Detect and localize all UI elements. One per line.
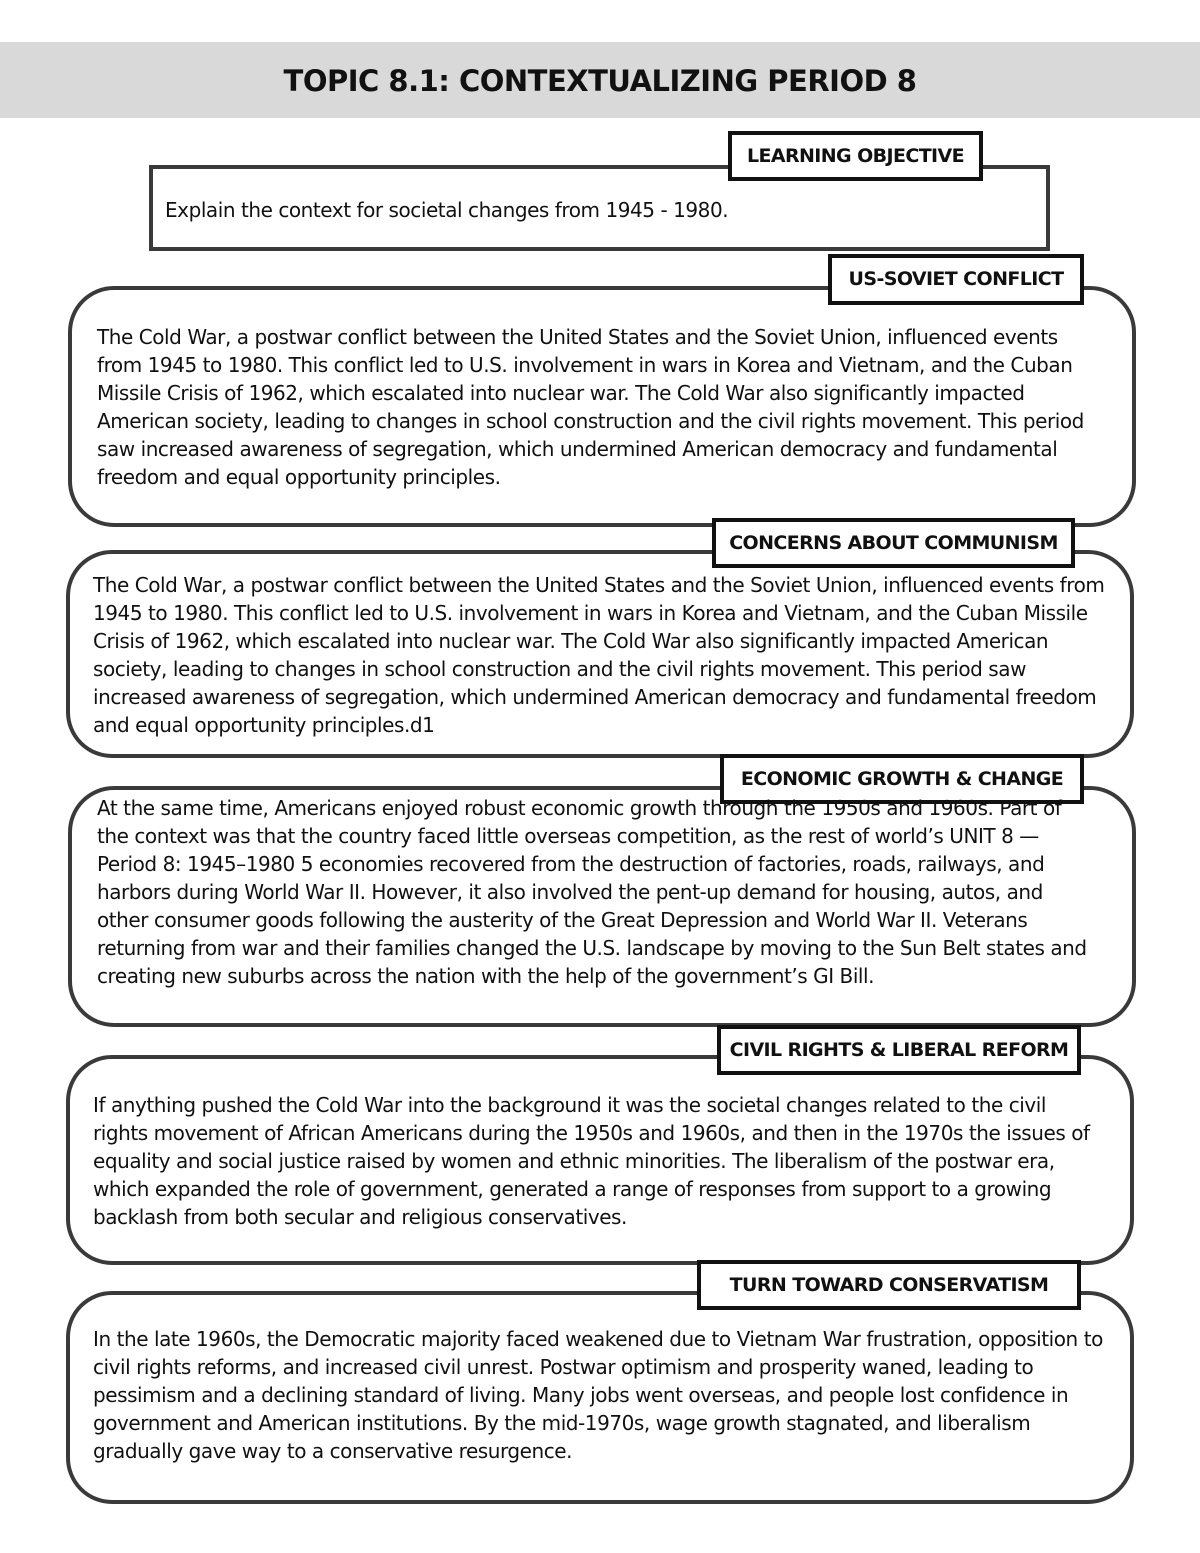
section-us-soviet-label: US-SOVIET CONFLICT	[828, 254, 1084, 305]
section-communism-label: CONCERNS ABOUT COMMUNISM	[712, 518, 1075, 568]
section-economic-text: At the same time, Americans enjoyed robust economic growth through the 1950s and 1960s. Part of the context was that the country faced little overseas competition, as the rest of world’s UNIT 8 — Period 8: 1945–1980 5 economies recovered from the destruction of factories, roads, railways, and harbors during World War II. However, it also involved the pent-up demand for housing, autos, and other consumer goods following the austerity of the Great Depression and World War II. Veterans returning from war and their families changed the U.S. landscape by moving to the Sun Belt states and creating new suburbs across the nation with the help of the government’s GI Bill.	[97, 796, 1087, 988]
section-civil-rights-label: CIVIL RIGHTS & LIBERAL REFORM	[717, 1025, 1081, 1075]
learning-objective-label: LEARNING OBJECTIVE	[728, 131, 983, 181]
section-civil-rights-text: If anything pushed the Cold War into the background it was the societal changes related to the civil rights movement of African Americans during the 1950s and 1960s, and then in the 1970s the issues of equality and social justice raised by women and ethnic minorities. The liberalism of the postwar era, which expanded the role of government, generated a range of responses from support to a growing backlash from both secular and religious conservatives.	[93, 1093, 1090, 1229]
section-us-soviet-text: The Cold War, a postwar conflict between the United States and the Soviet Union, influenced events from 1945 to 1980. This conflict led to U.S. involvement in wars in Korea and Vietnam, and the Cuban Missile Crisis of 1962, which escalated into nuclear war. The Cold War also significantly impacted American society, leading to changes in school construction and the civil rights movement. This period saw increased awareness of segregation, which undermined American democracy and fundamental freedom and equal opportunity principles.	[97, 325, 1084, 489]
section-economic-label: ECONOMIC GROWTH & CHANGE	[720, 754, 1084, 804]
section-communism-text: The Cold War, a postwar conflict between the United States and the Soviet Union, influenced events from 1945 to 1980. This conflict led to U.S. involvement in wars in Korea and Vietnam, and the Cuban Missile Crisis of 1962, which escalated into nuclear war. The Cold War also significantly impacted American society, leading to changes in school construction and the civil rights movement. This period saw increased awareness of segregation, which undermined American democracy and fundamental freedom and equal opportunity principles.d1	[93, 573, 1105, 737]
section-conservatism-label: TURN TOWARD CONSERVATISM	[697, 1260, 1081, 1310]
learning-objective-text: Explain the context for societal changes from 1945 - 1980.	[165, 198, 729, 222]
page-title: TOPIC 8.1: CONTEXTUALIZING PERIOD 8	[283, 64, 917, 98]
section-conservatism-text: In the late 1960s, the Democratic majority faced weakened due to Vietnam War frustration, opposition to civil rights reforms, and increased civil unrest. Postwar optimism and prosperity waned, leading to pessimism and a declining standard of living. Many jobs went overseas, and people lost confidence in government and American institutions. By the mid-1970s, wage growth stagnated, and liberalism gradually gave way to a conservative resurgence.	[93, 1327, 1103, 1463]
